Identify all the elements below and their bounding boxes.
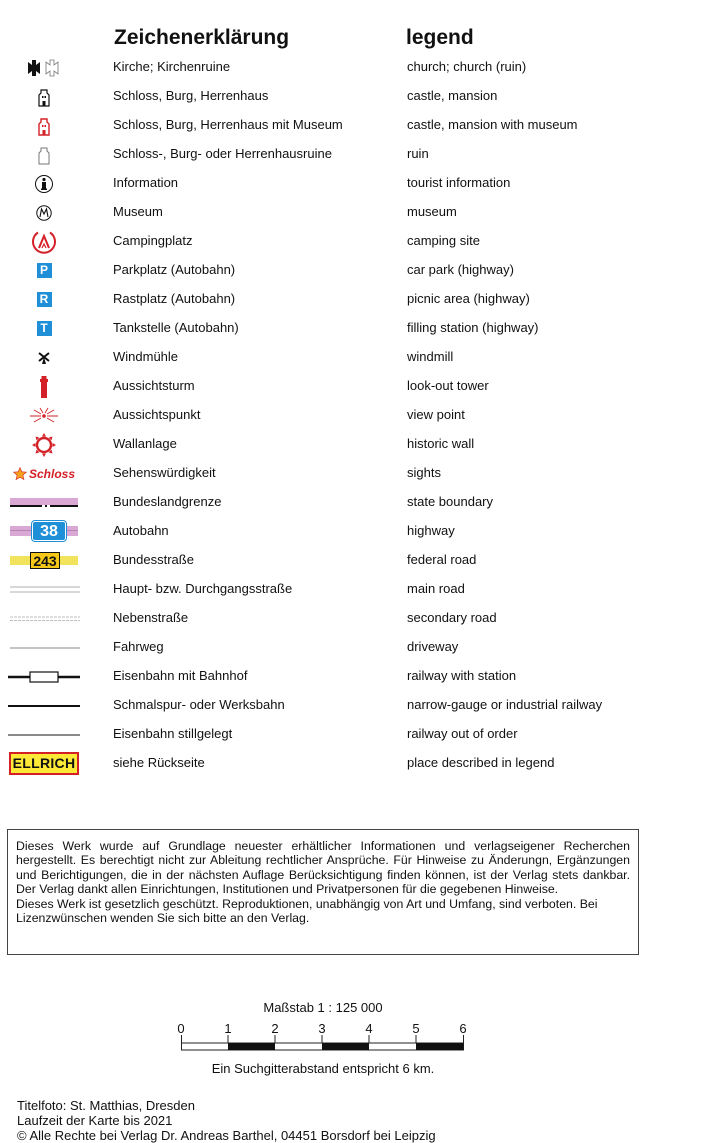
federal-road-number: 243 — [30, 552, 60, 569]
legend-row — [0, 662, 701, 691]
disclaimer-box — [7, 829, 639, 955]
legend-label-en: state boundary — [407, 494, 494, 509]
camping-icon — [4, 227, 84, 256]
legend-row — [0, 256, 701, 285]
legend-label-en: highway — [407, 523, 455, 538]
legend-label-de: Museum — [113, 204, 163, 219]
museum-icon — [4, 198, 84, 227]
church-icon — [4, 53, 84, 82]
scale-bar — [181, 1035, 464, 1051]
legend-row — [0, 314, 701, 343]
legend-row — [0, 343, 701, 372]
legend-label-de: Sehenswürdigkeit — [113, 465, 216, 480]
filling-station-icon-letter: T — [37, 321, 52, 336]
legend-label-de: Rastplatz (Autobahn) — [113, 291, 236, 306]
legend-label-en: church; church (ruin) — [407, 59, 527, 74]
state-boundary-icon — [4, 488, 84, 517]
historic-wall-icon — [4, 430, 84, 459]
legend-label-de: Eisenbahn stillgelegt — [113, 726, 233, 741]
legend-row — [0, 546, 701, 575]
legend-row — [0, 517, 701, 546]
legend-row — [0, 401, 701, 430]
legend-row — [0, 691, 701, 720]
legend-row — [0, 720, 701, 749]
legend-row — [0, 169, 701, 198]
legend-label-de: Schmalspur- oder Werksbahn — [113, 697, 285, 712]
sights-icon — [4, 459, 84, 488]
legend-label-en: historic wall — [407, 436, 475, 451]
viewpoint-icon — [4, 401, 84, 430]
legend-row — [0, 459, 701, 488]
filling-station-icon — [4, 314, 84, 343]
railway-station-icon — [4, 662, 84, 691]
place-label-icon — [4, 749, 84, 778]
legend-label-en: castle, mansion — [407, 88, 498, 103]
lookout-tower-icon — [4, 372, 84, 401]
legend-row — [0, 140, 701, 169]
legend-label-en: ruin — [407, 146, 429, 161]
ruin-icon — [4, 140, 84, 169]
legend-label-en: driveway — [407, 639, 459, 654]
legend-row — [0, 111, 701, 140]
legend-label-en: place described in legend — [407, 755, 555, 770]
parking-icon — [4, 256, 84, 285]
scale-tick-label: 2 — [271, 1021, 279, 1036]
legend-label-en: castle, mansion with museum — [407, 117, 578, 132]
legend-label-en: tourist information — [407, 175, 511, 190]
legend-row — [0, 604, 701, 633]
scale-tick-label: 0 — [177, 1021, 185, 1036]
scale-tick-label: 4 — [365, 1021, 373, 1036]
secondary-road-icon — [4, 604, 84, 633]
legend-label-en: narrow-gauge or industrial railway — [407, 697, 603, 712]
title-de: Zeichenerklärung — [114, 26, 290, 49]
rest-area-icon-letter: R — [37, 292, 52, 307]
legend-label-de: Haupt- bzw. Durchgangsstraße — [113, 581, 293, 596]
legend-row — [0, 633, 701, 662]
legend-label-de: Windmühle — [113, 349, 179, 364]
legend-label-de: Information — [113, 175, 179, 190]
footer-photo-credit: Titelfoto: St. Matthias, Dresden — [17, 1098, 195, 1113]
legend-label-de: Schloss-, Burg- oder Herrenhausruine — [113, 146, 332, 161]
castle-museum-icon — [4, 111, 84, 140]
legend-label-de: Parkplatz (Autobahn) — [113, 262, 236, 277]
legend-label-en: sights — [407, 465, 441, 480]
legend-label-de: Autobahn — [113, 523, 169, 538]
legend-label-de: Schloss, Burg, Herrenhaus mit Museum — [113, 117, 343, 132]
driveway-icon — [4, 633, 84, 662]
highway-icon — [4, 517, 84, 546]
legend-label-de: Campingplatz — [113, 233, 193, 248]
legend-label-en: picnic area (highway) — [407, 291, 530, 306]
legend-row — [0, 198, 701, 227]
legend-row — [0, 285, 701, 314]
disclaimer-paragraph: Dieses Werk wurde auf Grundlage neuester erhältlicher Informationen und verlagseigener Recherchen hergestellt. Es berechtigt nicht zur Ableitung rechtlicher Ansprüche. Für Hinweise zu Änderungn, Ergänzungen und Berichtigungen, die in der nächsten Auflage Berücksichtigung finden können, ist der Verlag stets dankbar. Der Verlag dankt allen Einrichtungen, Institutionen und Privatpersonen für die gegebenen Hinweise. — [16, 839, 630, 897]
disused-railway-icon — [4, 720, 84, 749]
legend-label-de: Tankstelle (Autobahn) — [113, 320, 239, 335]
scale-tick-label: 5 — [412, 1021, 420, 1036]
narrow-gauge-railway-icon — [4, 691, 84, 720]
legend-label-en: secondary road — [407, 610, 497, 625]
legend-label-en: railway out of order — [407, 726, 518, 741]
legend-row — [0, 749, 701, 778]
scale-tick-label: 3 — [318, 1021, 326, 1036]
highway-number: 38 — [32, 521, 66, 541]
legend-label-en: federal road — [407, 552, 477, 567]
disclaimer-paragraph: Dieses Werk ist gesetzlich geschützt. Reproduktionen, unabhängig von Art und Umfang, sind verboten. Bei Lizenzwünschen wenden Sie sich bitte an den Verlag. — [16, 896, 598, 926]
scale-tick-label: 1 — [224, 1021, 232, 1036]
legend-label-de: Wallanlage — [113, 436, 177, 451]
windmill-icon — [4, 343, 84, 372]
legend-row — [0, 82, 701, 111]
scale-tick-label: 6 — [459, 1021, 467, 1036]
place-label-text: ELLRICH — [9, 752, 80, 775]
legend-label-de: Aussichtspunkt — [113, 407, 201, 422]
legend-label-de: Eisenbahn mit Bahnhof — [113, 668, 248, 683]
sights-label: Schloss — [28, 466, 76, 481]
legend-label-de: Nebenstraße — [113, 610, 189, 625]
legend-row — [0, 227, 701, 256]
legend-label-en: filling station (highway) — [407, 320, 539, 335]
legend-label-en: car park (highway) — [407, 262, 514, 277]
legend-label-de: Bundeslandgrenze — [113, 494, 222, 509]
legend-row — [0, 430, 701, 459]
footer-validity: Laufzeit der Karte bis 2021 — [17, 1113, 173, 1128]
rest-area-icon — [4, 285, 84, 314]
legend-label-de: siehe Rückseite — [113, 755, 205, 770]
castle-icon — [4, 82, 84, 111]
legend-row — [0, 575, 701, 604]
legend-label-en: view point — [407, 407, 465, 422]
footer-copyright: © Alle Rechte bei Verlag Dr. Andreas Barthel, 04451 Borsdorf bei Leipzig — [17, 1128, 436, 1143]
legend-label-en: main road — [407, 581, 465, 596]
legend-row — [0, 488, 701, 517]
scale-title: Maßstab 1 : 125 000 — [263, 1000, 383, 1015]
legend-label-en: look-out tower — [407, 378, 489, 393]
legend-label-de: Kirche; Kirchenruine — [113, 59, 231, 74]
legend-label-de: Schloss, Burg, Herrenhaus — [113, 88, 269, 103]
legend-label-de: Bundesstraße — [113, 552, 194, 567]
scale-note: Ein Suchgitterabstand entspricht 6 km. — [211, 1061, 435, 1076]
legend-label-en: windmill — [407, 349, 454, 364]
legend-label-de: Aussichtsturm — [113, 378, 195, 393]
legend-label-en: museum — [407, 204, 457, 219]
info-icon — [4, 169, 84, 198]
legend-label-de: Fahrweg — [113, 639, 164, 654]
federal-road-icon — [4, 546, 84, 575]
legend-label-en: camping site — [407, 233, 480, 248]
main-road-icon — [4, 575, 84, 604]
parking-icon-letter: P — [37, 263, 52, 278]
legend-row — [0, 53, 701, 82]
legend-label-en: railway with station — [407, 668, 517, 683]
legend-row — [0, 372, 701, 401]
title-en: legend — [406, 26, 474, 49]
